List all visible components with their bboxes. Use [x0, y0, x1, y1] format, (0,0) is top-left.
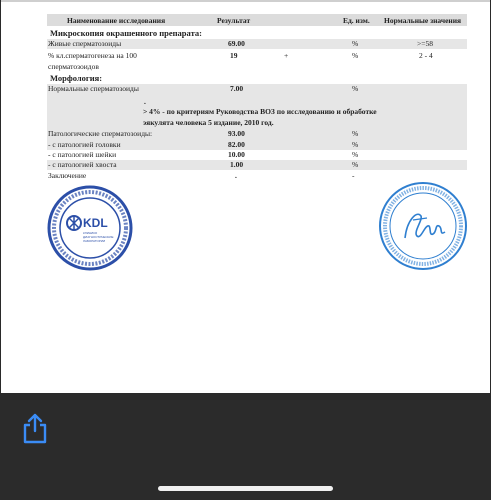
row-unit: - [352, 171, 355, 180]
share-icon[interactable] [18, 411, 52, 445]
kdl-sub-1: КЛИНИКО [83, 231, 98, 235]
kdl-sub-2: ДИАГНОСТИЧЕСКИЕ [83, 235, 114, 239]
header-unit: Ед. изм. [343, 16, 370, 25]
row-normal: 2 - 4 [419, 51, 433, 60]
row-name: Патологические сперматозоиды: [48, 129, 153, 138]
note-dot: . [144, 97, 146, 106]
row-name: % кл.сперматогенеза на 100 [48, 51, 137, 60]
row-name: - с патологией головки [48, 140, 121, 149]
row-name: - с патологией шейки [48, 150, 117, 159]
row-normal: >=58 [417, 39, 433, 48]
kdl-sub-3: ЛАБОРАТОРИИ [83, 239, 106, 243]
table-row [47, 51, 467, 61]
row-name: Заключение [48, 171, 87, 180]
row-flag: + [284, 51, 289, 60]
row-unit: % [352, 51, 359, 60]
kdl-brand: KDL [83, 216, 108, 230]
page-left-border [0, 0, 1, 393]
page-top-edge [0, 0, 491, 2]
row-name: - с патологией хвоста [48, 160, 117, 169]
row-result: 82.00 [228, 140, 245, 149]
row-result: . [235, 171, 237, 180]
note-line-1: > 4% - по критериям Руководства ВОЗ по исследованию и обработке [143, 107, 377, 116]
header-name: Наименование исследования [67, 16, 166, 25]
header-result: Результат [217, 16, 251, 25]
table-header [47, 14, 467, 26]
row-result: 19 [230, 51, 238, 60]
note-line-2: эякулята человека 5 издание, 2010 год. [143, 118, 274, 127]
header-normal: Нормальные значения [384, 16, 462, 25]
kdl-stamp-logo [47, 185, 133, 271]
table-row [47, 140, 467, 150]
row-result: 1.00 [230, 160, 244, 169]
row-unit: % [352, 39, 359, 48]
signature-stamp [377, 180, 469, 272]
row-result: 7.00 [230, 84, 244, 93]
viewer-toolbar [0, 393, 491, 500]
table-row [47, 39, 467, 49]
row-unit: % [352, 150, 359, 159]
row-name-cont: сперматозоидов [48, 62, 99, 71]
row-result: 10.00 [228, 150, 245, 159]
row-result: 93.00 [228, 129, 245, 138]
row-unit: % [352, 160, 359, 169]
row-name: Живые сперматозоиды [48, 39, 122, 48]
row-unit: % [352, 84, 359, 93]
home-indicator[interactable] [158, 486, 333, 491]
table-row [47, 160, 467, 170]
row-unit: % [352, 129, 359, 138]
table-row-continued [47, 62, 467, 72]
table-row [47, 129, 467, 139]
row-name: Нормальные сперматозоиды [48, 84, 139, 93]
section-morphology: Морфология: [50, 73, 103, 83]
row-result: 69.00 [228, 39, 245, 48]
table-row [47, 150, 467, 160]
section-microscopy: Микроскопия окрашенного препарата: [50, 28, 202, 38]
row-unit: % [352, 140, 359, 149]
table-row [47, 84, 467, 94]
